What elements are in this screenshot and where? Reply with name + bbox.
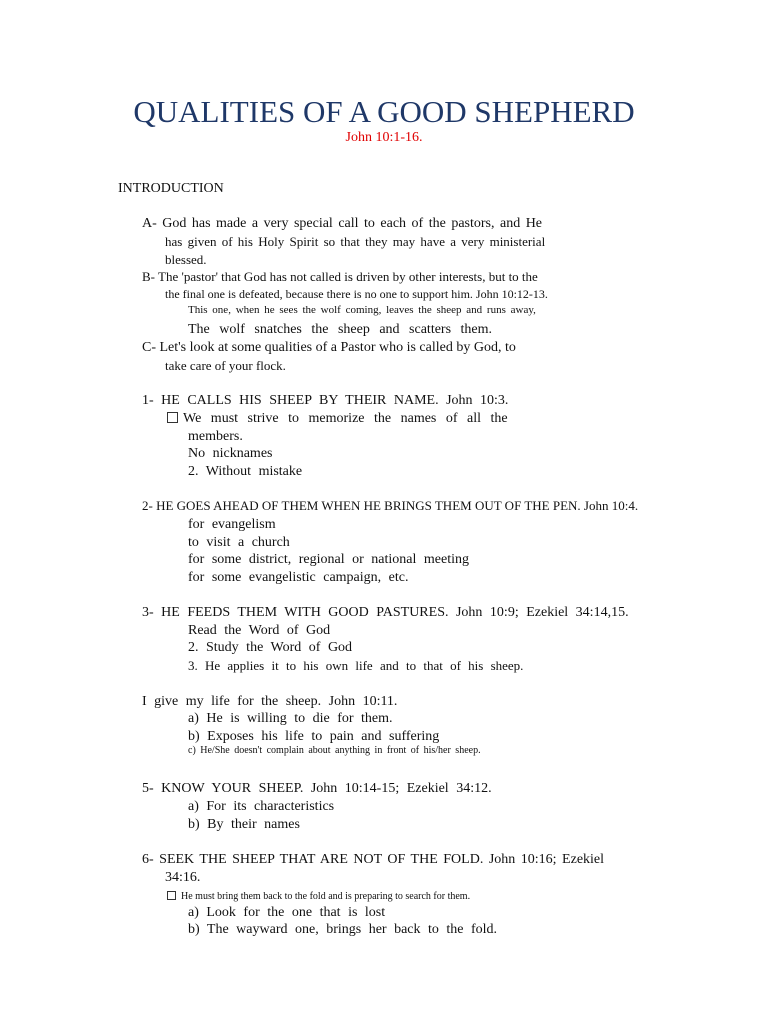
section-4-item-b: b) Exposes his life to pain and suffering [188, 729, 440, 744]
intro-b-line-1: B- The 'pastor' that God has not called is driven by other interests, but to the [142, 269, 538, 284]
section-1-item-3: 2. Without mistake [188, 464, 303, 479]
section-3-item-3: 3. He applies it to his own life and to that of his sheep. [188, 658, 524, 673]
section-2-heading: 2- HE GOES AHEAD OF THEM WHEN HE BRINGS THEM OUT OF THE PEN. John 10:4. [142, 498, 639, 513]
intro-b-line-3: This one, when he sees the wolf coming, leaves the sheep and runs away, [188, 304, 536, 316]
section-6-note [167, 891, 470, 902]
section-2-item-3: for some district, regional or national meeting [188, 552, 469, 567]
section-3-item-1: Read the Word of God [188, 623, 331, 638]
intro-b-line-2: the final one is defeated, because there is no one to support him. John 10:12-13. [165, 287, 548, 301]
section-5-item-b: b) By their names [188, 817, 300, 832]
section-4-heading: I give my life for the sheep. John 10:11. [142, 694, 398, 709]
intro-a-line-1: A- God has made a very special call to each of the pastors, and He [142, 216, 543, 231]
section-6-item-b: b) The wayward one, brings her back to the fold. [188, 922, 498, 937]
intro-a-line-3: blessed. [165, 252, 207, 267]
section-2-item-1: for evangelism [188, 517, 276, 532]
section-5-item-a: a) For its characteristics [188, 799, 335, 814]
intro-a-line-2: has given of his Holy Spirit so that they may have a very ministerial [165, 234, 546, 249]
section-1-item-2: No nicknames [188, 446, 273, 461]
section-1-item-1-text: We must strive to memorize the names of all the [183, 411, 508, 426]
intro-c-line-1: C- Let's look at some qualities of a Pastor who is called by God, to [142, 340, 516, 355]
scripture-reference: John 10:1-16. [345, 130, 423, 145]
introduction-heading: INTRODUCTION [118, 181, 224, 196]
section-2-item-4: for some evangelistic campaign, etc. [188, 570, 409, 585]
section-1-item-1-cont: members. [188, 429, 243, 444]
section-1-item-1 [167, 412, 508, 426]
section-6-note-text: He must bring them back to the fold and is preparing to search for them. [181, 891, 471, 902]
checkbox-icon [167, 412, 178, 423]
section-5-heading: 5- KNOW YOUR SHEEP. John 10:14-15; Ezekiel 34:12. [142, 781, 492, 796]
section-3-heading: 3- HE FEEDS THEM WITH GOOD PASTURES. John 10:9; Ezekiel 34:14,15. [142, 605, 629, 620]
section-2-item-2: to visit a church [188, 535, 290, 550]
section-4-item-c: c) He/She doesn't complain about anything in front of his/her sheep. [188, 745, 481, 756]
section-1-heading: 1- HE CALLS HIS SHEEP BY THEIR NAME. John 10:3. [142, 393, 509, 408]
section-6-heading-cont: 34:16. [165, 870, 201, 885]
intro-b-line-4: The wolf snatches the sheep and scatters them. [188, 322, 493, 337]
section-4-item-a: a) He is willing to die for them. [188, 711, 393, 726]
section-6-heading: 6- SEEK THE SHEEP THAT ARE NOT OF THE FOLD. John 10:16; Ezekiel [142, 852, 605, 867]
checkbox-icon [167, 891, 176, 900]
section-3-item-2: 2. Study the Word of God [188, 640, 353, 655]
section-6-item-a: a) Look for the one that is lost [188, 905, 386, 920]
document-title: QUALITIES OF A GOOD SHEPHERD [133, 94, 635, 129]
intro-c-line-2: take care of your flock. [165, 358, 286, 373]
